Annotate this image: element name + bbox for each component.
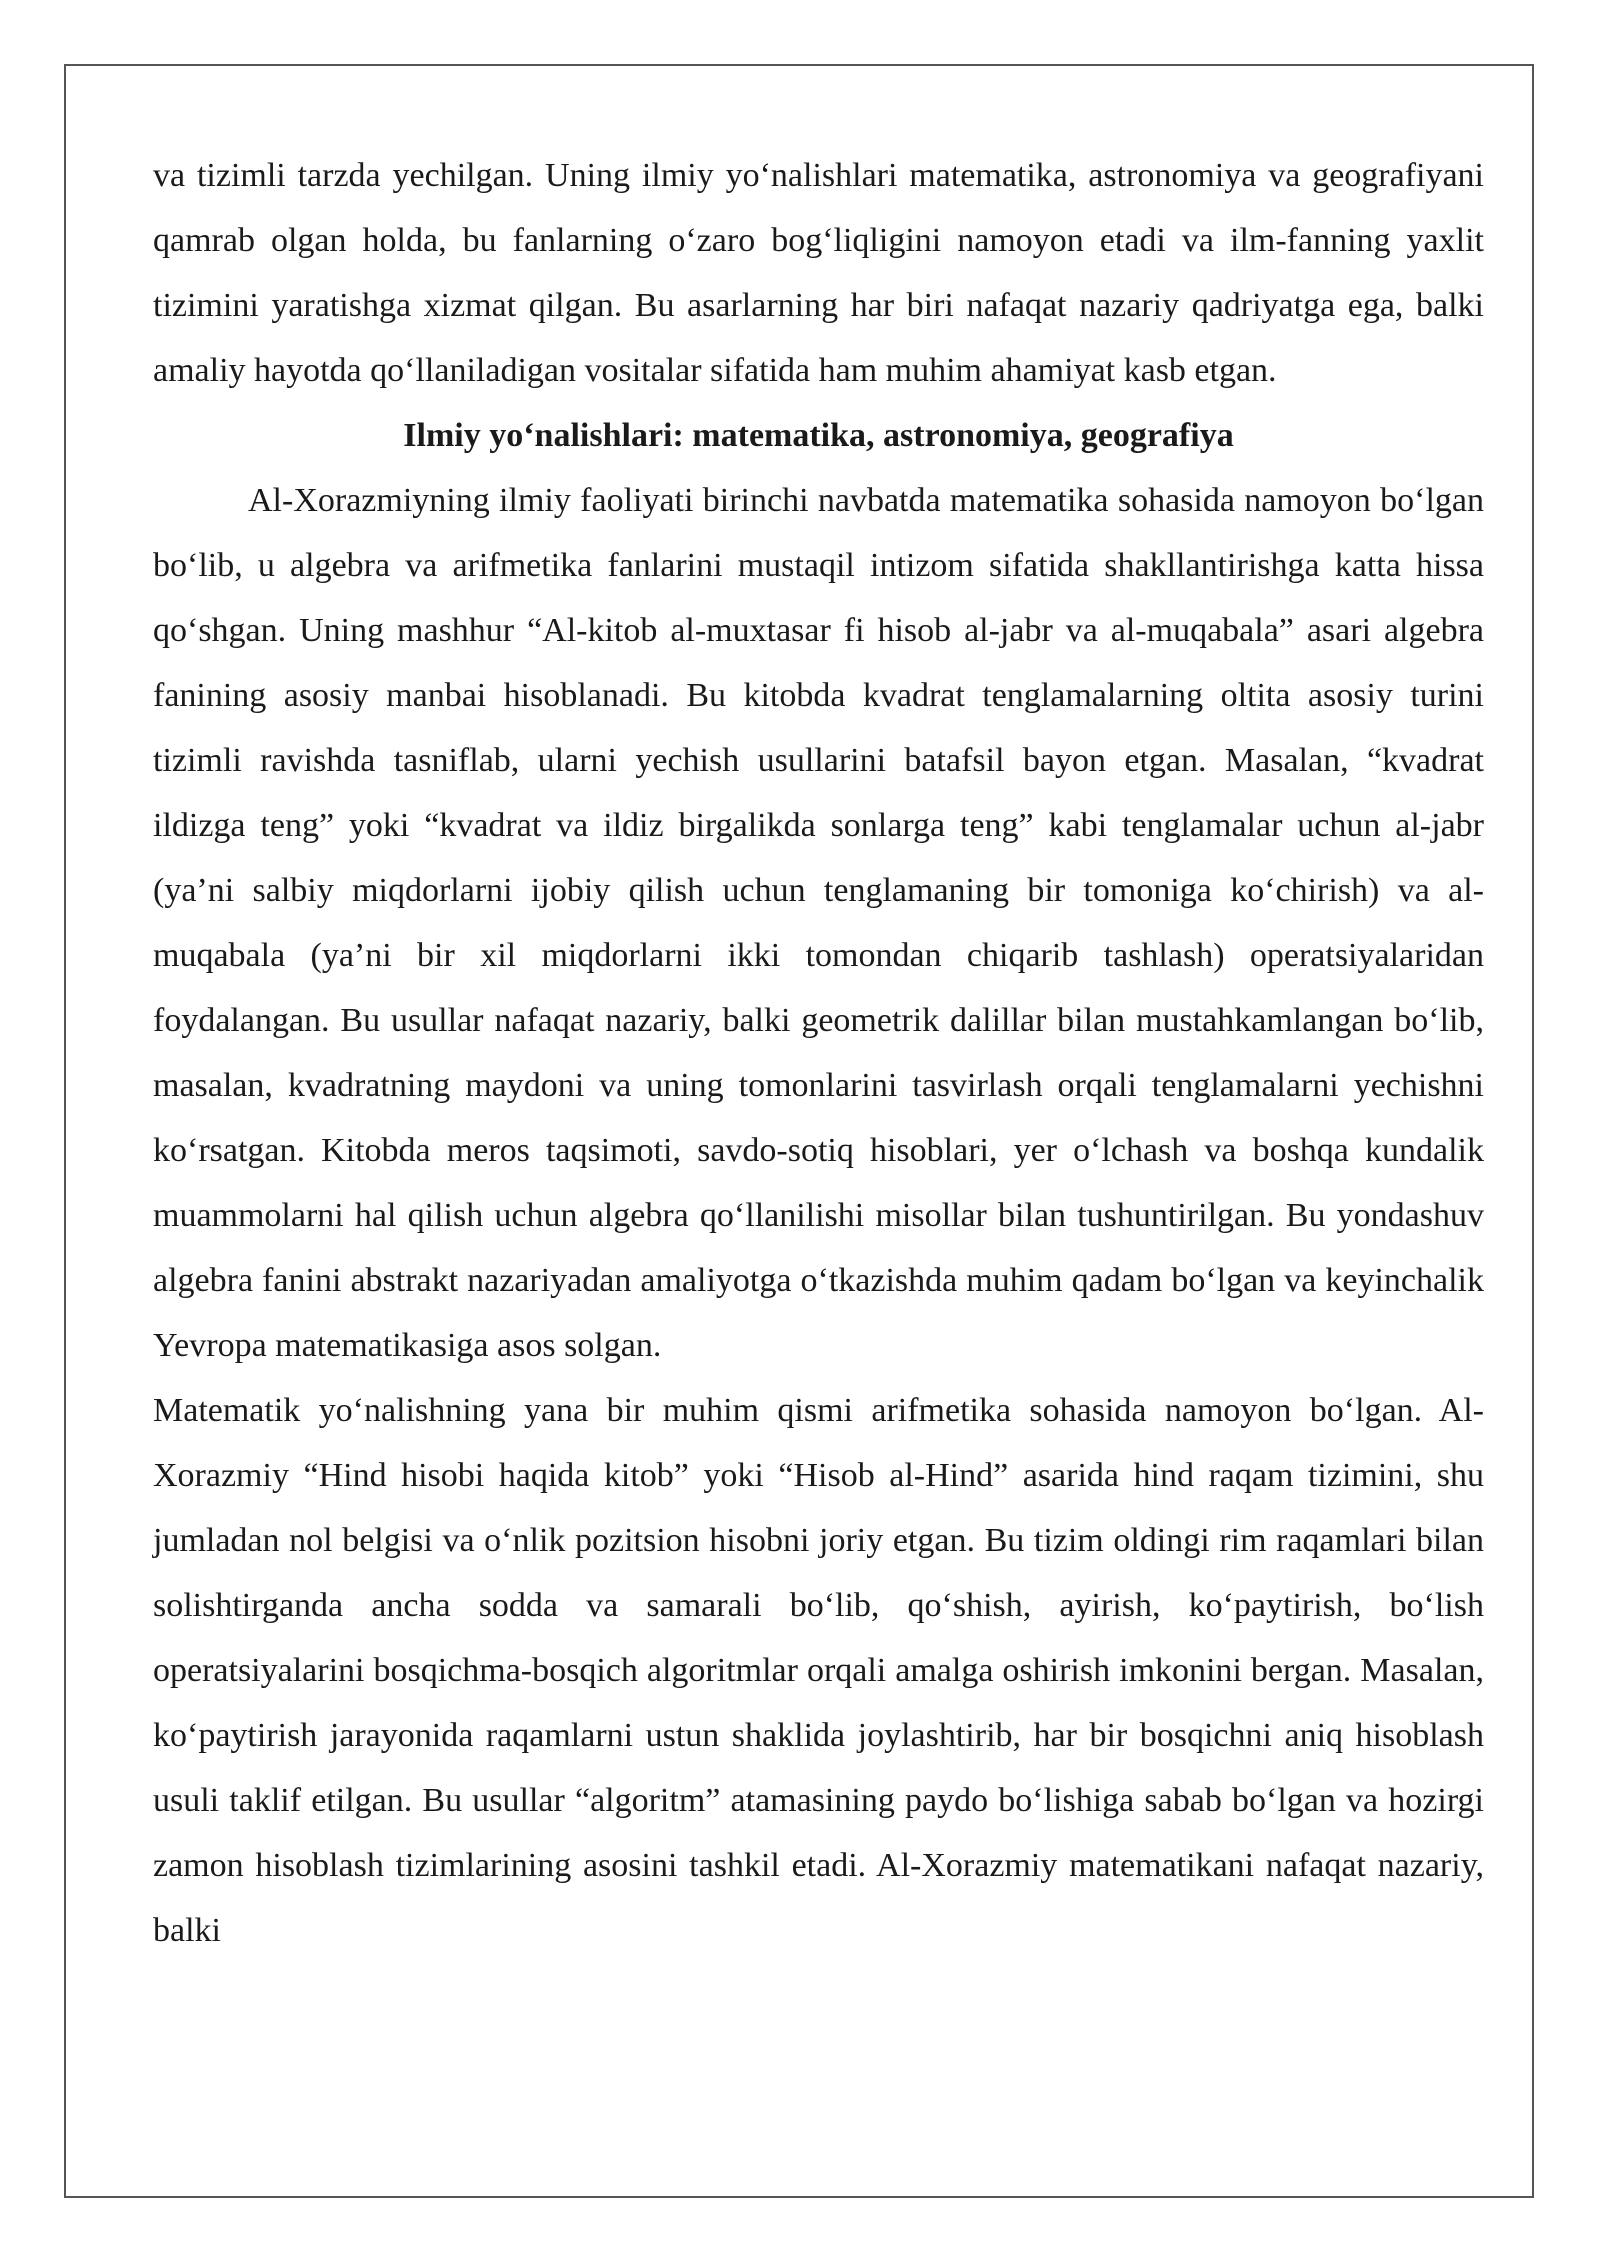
section-heading: Ilmiy yo‘nalishlari: matematika, astronomiya, geografiya xyxy=(403,417,1234,454)
paragraph-arithmetic: Matematik yo‘nalishning yana bir muhim qismi arifmetika sohasida namoyon bo‘lgan. Al-Xorazmiy “Hind hisobi haqida kitob” yoki “Hisob al-Hind” asarida hind raqam tizimini, shu jumladan nol belgisi va o‘nlik pozitsion hisobni joriy etgan. Bu tizim oldingi rim raqamlari bilan solishtirganda ancha sodda va samarali bo‘lib, qo‘shish, ayirish, ko‘paytirish, bo‘lish operatsiyalarini bosqichma-bosqich algoritmlar orqali amalga oshirish imkonini bergan. Masalan, ko‘paytirish jarayonida raqamlarni ustun shaklida joylashtirib, har bir bosqichni aniq hisoblash usuli taklif etilgan. Bu usullar “algoritm” atamasining paydo bo‘lishiga sabab bo‘lgan va hozirgi zamon hisoblash tizimlarining asosini tashkil etadi. Al-Xorazmiy matematikani nafaqat nazariy, balki xyxy=(153,1392,1484,1949)
paragraph-intro-continuation: va tizimli tarzda yechilgan. Uning ilmiy yo‘nalishlari matematika, astronomiya va geografiyani qamrab olgan holda, bu fanlarning o‘zaro bog‘liqligini namoyon etadi va ilm-fanning yaxlit tizimini yaratishga xizmat qilgan. Bu asarlarning har biri nafaqat nazariy qadriyatga ega, balki amaliy hayotda qo‘llaniladigan vositalar sifatida ham muhim ahamiyat kasb etgan. xyxy=(153,157,1484,389)
document-body xyxy=(153,143,1484,1963)
paragraph-algebra: Al-Xorazmiyning ilmiy faoliyati birinchi navbatda matematika sohasida namoyon bo‘lgan bo‘lib, u algebra va arifmetika fanlarini mustaqil intizom sifatida shakllantirishga katta hissa qo‘shgan. Uning mashhur “Al-kitob al-muxtasar fi hisob al-jabr va al-muqabala” asari algebra fanining asosiy manbai hisoblanadi. Bu kitobda kvadrat tenglamalarning oltita asosiy turini tizimli ravishda tasniflab, ularni yechish usullarini batafsil bayon etgan. Masalan, “kvadrat ildizga teng” yoki “kvadrat va ildiz birgalikda sonlarga teng” kabi tenglamalar uchun al-jabr (ya’ni salbiy miqdorlarni ijobiy qilish uchun tenglamaning bir tomoniga ko‘chirish) va al-muqabala (ya’ni bir xil miqdorlarni ikki tomondan chiqarib tashlash) operatsiyalaridan foydalangan. Bu usullar nafaqat nazariy, balki geometrik dalillar bilan mustahkamlangan bo‘lib, masalan, kvadratning maydoni va uning tomonlarini tasvirlash orqali tenglamalarni yechishni ko‘rsatgan. Kitobda meros taqsimoti, savdo-sotiq hisoblari, yer o‘lchash va boshqa kundalik muammolarni hal qilish uchun algebra qo‘llanilishi misollar bilan tushuntirilgan. Bu yondashuv algebra fanini abstrakt nazariyadan amaliyotga o‘tkazishda muhim qadam bo‘lgan va keyinchalik Yevropa matematikasiga asos solgan. xyxy=(153,482,1484,1364)
